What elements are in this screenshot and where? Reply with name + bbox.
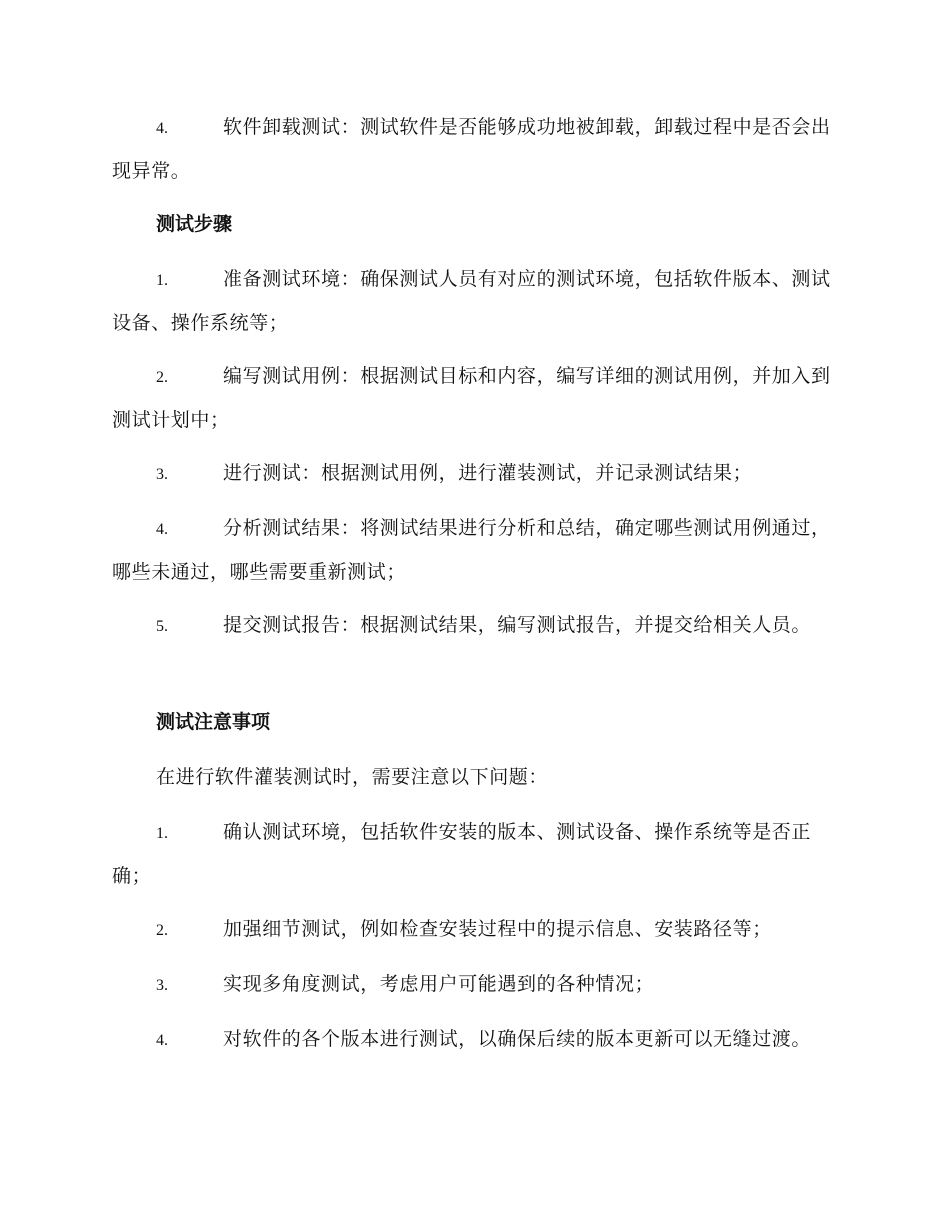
list-item xyxy=(112,1018,837,1062)
list-item xyxy=(112,258,837,344)
list-item-text: 确认测试环境，包括软件安装的版本、测试设备、操作系统等是否正确； xyxy=(112,821,812,887)
list-item-text: 实现多角度测试，考虑用户可能遇到的各种情况； xyxy=(223,973,655,995)
list-item xyxy=(112,106,837,192)
list-item-number: 2. xyxy=(156,369,168,386)
list-item xyxy=(112,452,837,496)
list-item-number: 4. xyxy=(156,1032,168,1049)
list-item-number: 4. xyxy=(156,521,168,538)
list-item xyxy=(112,811,837,897)
list-item-text: 编写测试用例：根据测试目标和内容，编写详细的测试用例，并加入到测试计划中； xyxy=(112,365,831,431)
section-heading-test-notes: 测试注意事项 xyxy=(156,711,271,733)
list-item-number: 5. xyxy=(156,618,168,635)
list-item-text: 分析测试结果：将测试结果进行分析和总结，确定哪些测试用例通过，哪些未通过，哪些需要重新测试； xyxy=(112,517,831,583)
list-item xyxy=(112,908,837,952)
list-item-number: 1. xyxy=(156,272,168,289)
section-heading-test-steps: 测试步骤 xyxy=(156,213,233,235)
list-item-text: 提交测试报告：根据测试结果，编写测试报告，并提交给相关人员。 xyxy=(223,614,812,636)
list-item-number: 3. xyxy=(156,466,168,483)
intro-paragraph: 在进行软件灌装测试时，需要注意以下问题： xyxy=(156,766,549,788)
list-item xyxy=(112,355,837,441)
list-item-number: 3. xyxy=(156,977,168,994)
list-item-text: 对软件的各个版本进行测试，以确保后续的版本更新可以无缝过渡。 xyxy=(223,1028,812,1050)
list-item xyxy=(112,963,837,1007)
list-item-text: 加强细节测试，例如检查安装过程中的提示信息、安装路径等； xyxy=(223,918,772,940)
list-item-number: 4. xyxy=(156,120,168,137)
list-item-number: 2. xyxy=(156,922,168,939)
list-item xyxy=(112,507,837,593)
list-item xyxy=(112,604,837,648)
list-item-text: 进行测试：根据测试用例，进行灌装测试，并记录测试结果； xyxy=(223,462,753,484)
list-item-text: 软件卸载测试：测试软件是否能够成功地被卸载，卸载过程中是否会出现异常。 xyxy=(112,116,831,182)
list-item-text: 准备测试环境：确保测试人员有对应的测试环境，包括软件版本、测试设备、操作系统等； xyxy=(112,268,831,334)
list-item-number: 1. xyxy=(156,825,168,842)
